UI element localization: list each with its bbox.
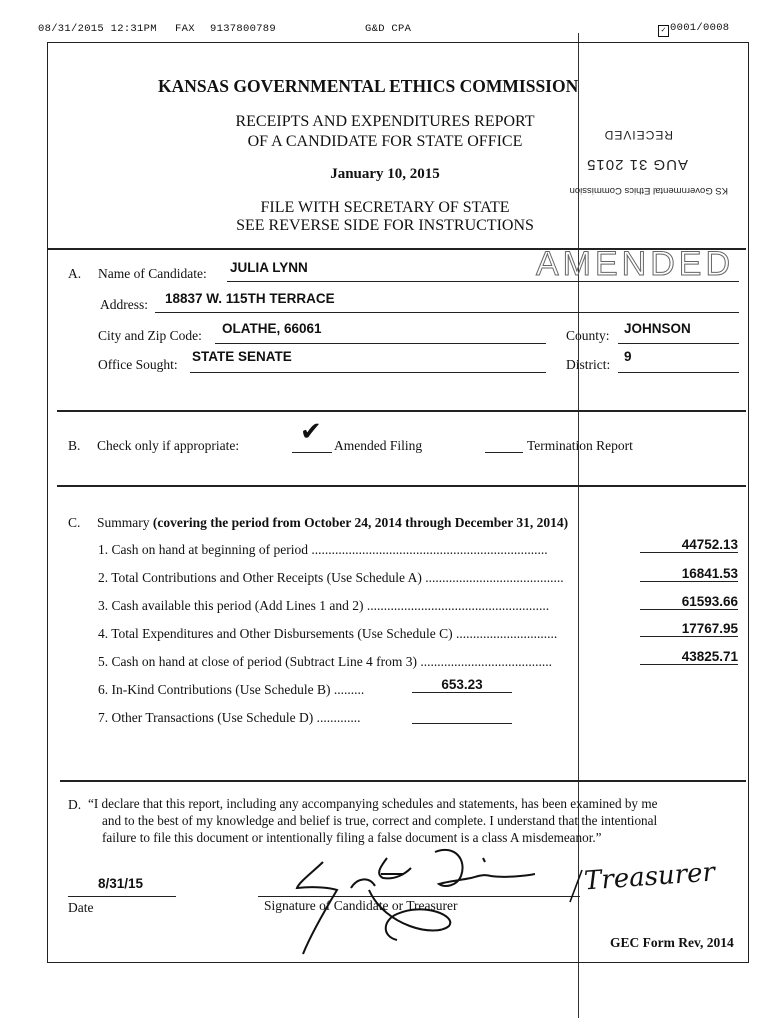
city-zip-label: City and Zip Code: <box>98 328 202 343</box>
summary-line-6-label: 6. In-Kind Contributions (Use Schedule B) ......... <box>98 682 365 697</box>
county-line <box>618 343 739 344</box>
summary-line-7-label: 7. Other Transactions (Use Schedule D) ............. <box>98 710 361 725</box>
summary-line-5-label: 5. Cash on hand at close of period (Subtract Line 4 from 3) ....................................... <box>98 654 553 669</box>
amended-filing-checkbox-line[interactable] <box>292 452 332 453</box>
summary-line-4-value: 17767.95 <box>640 621 738 637</box>
fax-label: FAX <box>175 23 195 35</box>
district-value: 9 <box>624 349 632 364</box>
section-b-letter: B. <box>68 438 81 453</box>
office-sought-value: STATE SENATE <box>192 349 292 364</box>
office-sought-label: Office Sought: <box>98 357 178 372</box>
date-label: Date <box>68 900 94 915</box>
address-line <box>155 312 739 313</box>
signature-title-treasurer: Treasurer <box>583 857 716 897</box>
county-label: County: <box>566 328 610 343</box>
report-title-line2: OF A CANDIDATE FOR STATE OFFICE <box>247 133 523 150</box>
candidate-name-value: JULIA LYNN <box>230 260 308 275</box>
candidate-name-line <box>227 281 739 282</box>
county-value: JOHNSON <box>624 321 691 336</box>
divider-c-d <box>60 780 746 782</box>
summary-line-1-value: 44752.13 <box>640 537 738 553</box>
summary-line-2-value: 16841.53 <box>640 566 738 582</box>
received-stamp-date: AUG 31 2015 <box>586 156 688 173</box>
amended-filing-label: Amended Filing <box>334 438 423 453</box>
office-sought-line <box>190 372 546 373</box>
fax-datetime: 08/31/2015 12:31PM <box>38 23 157 35</box>
city-zip-line <box>215 343 546 344</box>
fax-number: 9137800789 <box>210 23 277 35</box>
amended-filing-checkmark: ✔ <box>300 417 322 446</box>
termination-report-label: Termination Report <box>527 438 633 453</box>
district-line <box>618 372 739 373</box>
address-value: 18837 W. 115TH TERRACE <box>165 291 335 306</box>
report-title-line1: RECEIPTS AND EXPENDITURES REPORT <box>235 113 535 130</box>
form-revision: GEC Form Rev, 2014 <box>610 935 734 950</box>
address-label: Address: <box>100 297 148 312</box>
summary-line-6-value: 653.23 <box>412 677 512 693</box>
divider-a-b <box>57 410 746 412</box>
summary-line-2-label: 2. Total Contributions and Other Receipts (Use Schedule A) ......................................... <box>98 570 564 585</box>
declaration-line-2: and to the best of my knowledge and belief is true, correct and complete. I understand that the intentional <box>102 813 658 828</box>
check-if-appropriate-label <box>97 438 239 454</box>
report-date: January 10, 2015 <box>330 166 440 182</box>
summary-line-4-label: 4. Total Expenditures and Other Disbursements (Use Schedule C) .............................. <box>98 626 558 641</box>
received-stamp-label: RECEIVED <box>603 128 673 142</box>
received-stamp <box>568 96 728 196</box>
signature-date-value: 8/31/15 <box>98 876 144 891</box>
section-a-letter: A. <box>68 266 82 281</box>
section-d-letter: D. <box>68 797 82 812</box>
declaration-line-1: “I declare that this report, including any accompanying schedules and statements, has been examined by me <box>88 796 658 811</box>
instructions-line2: SEE REVERSE SIDE FOR INSTRUCTIONS <box>236 217 534 234</box>
signature-label: Signature of Candidate or Treasurer <box>264 898 458 913</box>
city-zip-value: OLATHE, 66061 <box>222 321 322 336</box>
handwritten-signature <box>285 830 535 970</box>
divider-b-c <box>57 485 746 487</box>
summary-line-3-label: 3. Cash available this period (Add Lines 1 and 2) ...................................................... <box>98 598 550 613</box>
summary-period: (covering the period from October 24, 2014 through December 31, 2014) <box>152 515 569 530</box>
declaration-line-3: failure to file this document or intentionally filing a false document is a class A misdemeanor.” <box>102 830 602 845</box>
summary-line-7-value <box>412 706 512 724</box>
fax-sender: G&D CPA <box>365 23 412 35</box>
fax-page-indicator <box>658 22 729 37</box>
district-label: District: <box>566 357 611 372</box>
summary-heading-prefix: Summary <box>97 515 150 530</box>
section-c-letter: C. <box>68 515 81 530</box>
check-if-appropriate-text: Check only if appropriate: <box>97 438 240 453</box>
form-bottom-border <box>47 962 748 963</box>
summary-heading <box>97 515 568 531</box>
amended-stamp: AMENDED <box>536 245 735 283</box>
commission-title: KANSAS GOVERNMENTAL ETHICS COMMISSION <box>158 76 579 96</box>
candidate-name-label: Name of Candidate: <box>98 266 207 281</box>
date-line <box>68 896 176 897</box>
termination-checkbox-line[interactable] <box>485 452 523 453</box>
fax-page-number: 0001/0008 <box>670 22 730 34</box>
summary-line-5-value: 43825.71 <box>640 649 738 665</box>
summary-line-3-value: 61593.66 <box>640 594 738 610</box>
fax-page-icon: ✓ <box>658 25 669 37</box>
summary-line-1-label: 1. Cash on hand at beginning of period ...................................................................... <box>98 542 548 557</box>
instructions-line1: FILE WITH SECRETARY OF STATE <box>260 199 510 216</box>
received-stamp-agency: KS Governmental Ethics Commission <box>569 185 728 196</box>
signature-slash <box>560 866 590 906</box>
